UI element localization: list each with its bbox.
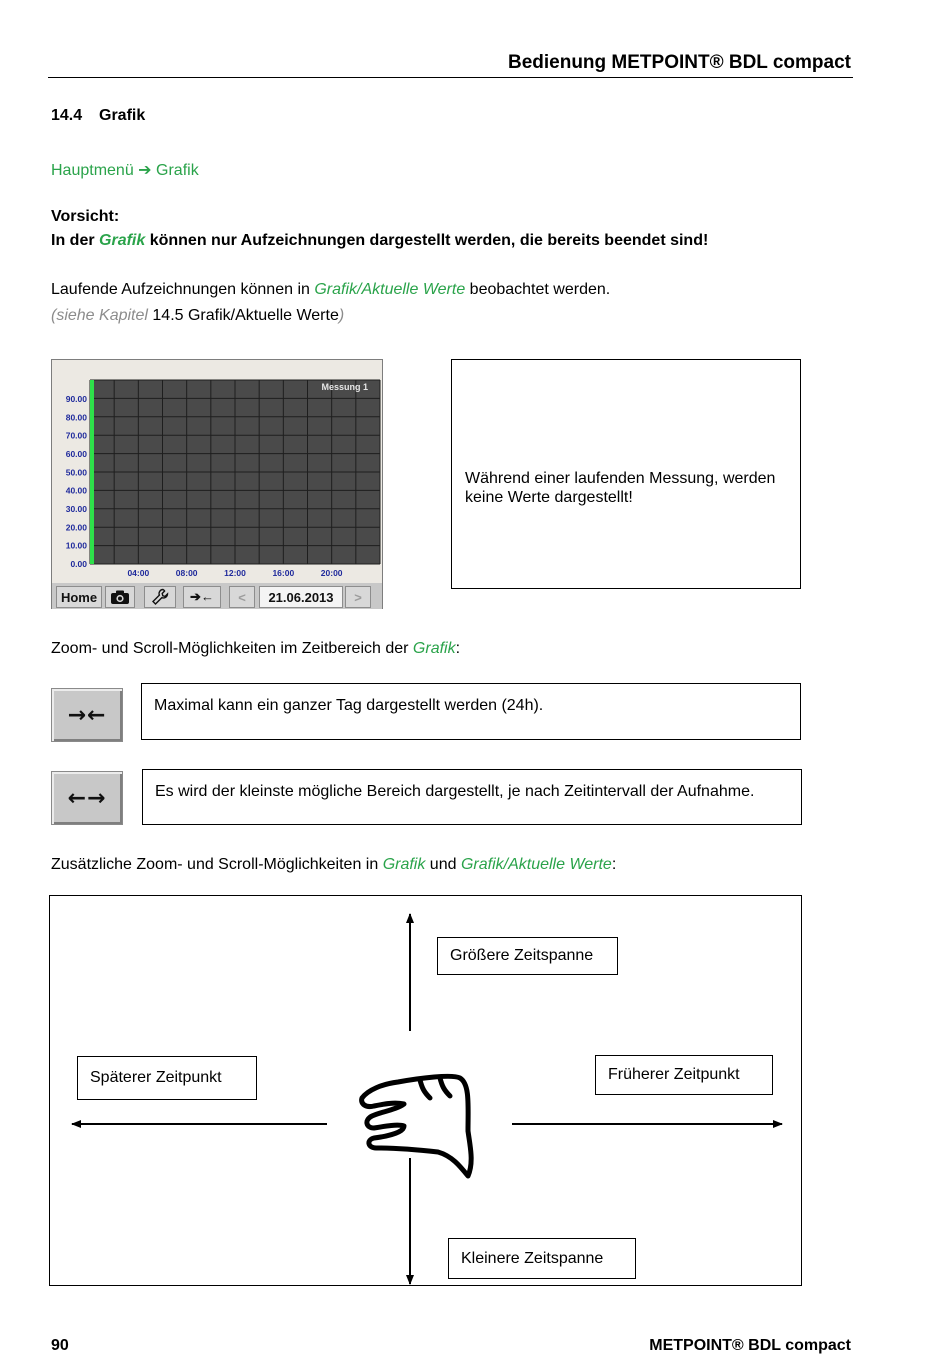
running-records-text: [51, 281, 610, 299]
extra-intro-mid: und: [425, 856, 461, 873]
zoom-intro-after: :: [455, 640, 461, 657]
gesture-label-left: Späterer Zeitpunkt: [77, 1056, 257, 1100]
zoom-out-button[interactable]: →←: [51, 688, 123, 742]
footer-title: METPOINT® BDL compact: [649, 1337, 851, 1354]
device-chart: [52, 360, 382, 583]
camera-icon-glyph: [110, 589, 130, 605]
caution-text-after: können nur Aufzeichnungen dargestellt werden, die bereits beendet sind!: [145, 232, 709, 249]
caution-link-grafik: Grafik: [99, 232, 146, 249]
zoom-intro-link: Grafik: [412, 640, 456, 657]
extra-intro-after: :: [611, 856, 617, 873]
extra-zoom-intro: [51, 856, 616, 874]
series-label: Messung 1: [321, 382, 368, 392]
y-tick-label: 10.00: [65, 540, 87, 551]
page-number: 90: [51, 1337, 69, 1354]
device-screenshot: [51, 359, 383, 609]
x-tick-label: 12:00: [224, 568, 246, 578]
caution-text-before: In der: [51, 232, 100, 249]
nav-arrow-icon: ➔: [138, 162, 152, 179]
chapter-ref-suffix: ): [338, 307, 345, 324]
section-heading: [51, 107, 145, 125]
x-tick-label: 04:00: [127, 568, 150, 578]
extra-intro-link-grafik: Grafik: [382, 856, 426, 873]
zoom-out-description: [141, 683, 801, 740]
running-link: Grafik/Aktuelle Werte: [314, 281, 466, 298]
camera-icon[interactable]: [105, 586, 135, 608]
caution-text: [51, 232, 708, 250]
zoom-toggle-button[interactable]: ➔←: [183, 586, 221, 608]
running-measurement-note: [451, 359, 801, 589]
running-measurement-text: Während einer laufenden Messung, werden keine Werte dargestellt!: [465, 470, 776, 506]
running-text-before: Laufende Aufzeichnungen können in: [51, 281, 315, 298]
chapter-ref-prefix: (siehe Kapitel: [51, 307, 153, 324]
x-tick-label: 08:00: [175, 568, 198, 578]
gesture-label-up: Größere Zeitspanne: [437, 937, 618, 975]
zoom-intro: [51, 640, 460, 658]
y-tick-label: 40.00: [65, 485, 87, 496]
y-tick-label: 70.00: [65, 430, 87, 441]
running-text-after: beobachtet werden.: [465, 281, 611, 298]
x-tick-label: 16:00: [272, 568, 295, 578]
hand-gesture-icon: [362, 1076, 472, 1176]
section-number: 14.4: [51, 107, 83, 124]
zoom-in-description: [142, 769, 802, 825]
date-display[interactable]: 21.06.2013: [259, 586, 343, 608]
y-tick-label: 90.00: [65, 394, 87, 404]
y-tick-label: 0.00: [70, 559, 87, 569]
y-tick-label: 30.00: [65, 504, 87, 514]
x-tick-label: 20:00: [320, 568, 343, 578]
caution-label: Vorsicht:: [51, 208, 120, 225]
gesture-label-down: Kleinere Zeitspanne: [448, 1238, 636, 1279]
home-button[interactable]: Home: [56, 586, 102, 608]
next-day-button[interactable]: >: [345, 586, 371, 608]
extra-intro-link-aktuelle: Grafik/Aktuelle Werte: [460, 856, 612, 873]
zoom-in-text: Es wird der kleinste mögliche Bereich dargestellt, je nach Zeitintervall der Aufnahme.: [155, 783, 755, 800]
wrench-icon[interactable]: [144, 586, 176, 608]
nav-path-main: Hauptmenü: [51, 162, 134, 179]
chapter-ref-target: 14.5 Grafik/Aktuelle Werte: [152, 307, 339, 324]
y-tick-label: 50.00: [65, 467, 87, 478]
wrench-icon-glyph: [151, 588, 169, 606]
nav-path-target: Grafik: [156, 162, 199, 179]
zoom-intro-before: Zoom- und Scroll-Möglichkeiten im Zeitbereich der: [51, 640, 413, 657]
prev-day-button[interactable]: <: [229, 586, 255, 608]
y-tick-label: 80.00: [65, 412, 87, 423]
y-tick-label: 60.00: [65, 449, 87, 459]
zoom-in-button[interactable]: ←→: [51, 771, 123, 825]
y-tick-label: 20.00: [65, 522, 87, 533]
zoom-out-text: Maximal kann ein ganzer Tag dargestellt werden (24h).: [154, 697, 544, 714]
gesture-label-right: Früherer Zeitpunkt: [595, 1055, 773, 1095]
chapter-reference: [51, 307, 344, 325]
section-title: Grafik: [99, 107, 146, 124]
device-toolbar: [52, 583, 382, 609]
extra-intro-before: Zusätzliche Zoom- und Scroll-Möglichkeiten in: [51, 856, 383, 873]
header-rule: [48, 77, 853, 78]
nav-path: [51, 160, 199, 180]
current-time-marker: [90, 380, 94, 564]
header-title: Bedienung METPOINT® BDL compact: [507, 52, 851, 73]
